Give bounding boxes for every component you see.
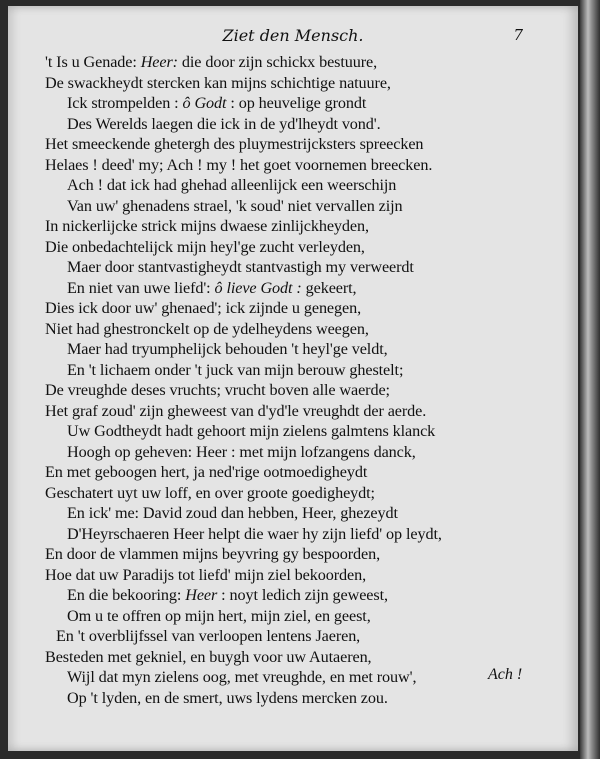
poem-line <box>45 380 565 401</box>
poem-segment: Besteden met gekniel, en buygh voor uw Autaeren, <box>45 647 372 666</box>
poem-segment: Niet had ghestronckelt op de ydelheydens weegen, <box>45 319 369 338</box>
poem-segment: En niet van uwe liefd': <box>67 278 215 297</box>
poem-line <box>45 175 565 196</box>
poem-segment: Helaes ! deed' my; Ach ! my ! het goet voornemen breecken. <box>45 155 433 174</box>
poem-segment: Om u te offren op mijn hert, mijn ziel, en geest, <box>67 606 371 625</box>
poem-line <box>45 52 565 73</box>
poem-segment: En die bekooring: <box>67 586 186 604</box>
poem-segment: Maer door stantvastigheydt stantvastigh my verweerdt <box>67 258 414 276</box>
poem-line <box>45 114 565 135</box>
poem-segment: Ach ! dat ick had ghehad alleenlijck een weerschijn <box>67 176 397 194</box>
poem-segment: En door de vlammen mijns beyvring gy bespoorden, <box>45 545 381 563</box>
poem-line <box>45 196 565 217</box>
poem-segment: : op heuvelige grondt <box>226 94 367 112</box>
poem-segment: En 't overblijfssel van verloopen lentens Jaeren, <box>56 627 361 645</box>
poem-line <box>45 442 565 463</box>
poem-line <box>45 565 565 586</box>
poem-line <box>45 483 565 504</box>
poem-line <box>45 73 565 94</box>
poem-line <box>45 155 565 176</box>
poem-segment: En met geboogen hert, ja ned'rige ootmoedigheydt <box>45 463 368 481</box>
poem-segment: Van uw' ghenadens strael, 'k soud' niet vervallen zijn <box>67 196 403 215</box>
poem-line <box>45 134 565 155</box>
page-number: 7 <box>513 26 523 44</box>
poem-segment: Maer had tryumphelijck behouden 't heyl'ge veldt, <box>67 340 388 358</box>
poem-segment: De vreughde deses vruchts; vrucht boven alle waerde; <box>45 381 390 399</box>
poem-segment: In nickerlijcke strick mijns dwaese zinlijckheyden, <box>45 217 369 235</box>
poem-line <box>45 216 565 237</box>
catchword: Ach ! <box>488 666 523 683</box>
poem-segment: Het smeeckende ghetergh des pluymestrijcksters spreecken <box>45 135 424 153</box>
poem-line <box>45 585 565 606</box>
book-page <box>8 6 578 751</box>
poem-segment: die door zijn schickx bestuure, <box>177 53 378 71</box>
poem-segment: Ick strompelden : <box>67 94 183 112</box>
poem-segment: 't Is u Genade: <box>45 53 141 71</box>
poem-line <box>45 524 565 545</box>
poem-line <box>45 688 565 709</box>
running-title: Ziet den Mensch. <box>222 26 364 45</box>
book-spine-edge <box>580 0 600 759</box>
poem-line <box>45 339 565 360</box>
poem-segment-italic: Heer <box>185 586 218 604</box>
poem-line <box>45 626 565 647</box>
poem-line <box>45 237 565 258</box>
poem-line <box>45 278 565 299</box>
poem-text <box>45 52 565 708</box>
poem-line <box>45 462 565 483</box>
poem-line <box>45 93 565 114</box>
poem-segment: Die onbedachtelijck mijn heyl'ge zucht verleyden, <box>45 237 365 256</box>
poem-line <box>45 544 565 565</box>
poem-segment: Wijl dat myn zielens oog, met vreughde, en met rouw', <box>67 668 417 686</box>
poem-segment: Op 't lyden, en de smert, uws lydens mercken zou. <box>67 688 388 707</box>
poem-line <box>45 606 565 627</box>
poem-segment: Des Werelds laegen die ick in de yd'lheydt vond'. <box>67 114 381 133</box>
poem-line <box>45 257 565 278</box>
poem-line <box>45 401 565 422</box>
poem-segment: Hoogh op geheven: Heer : met mijn lofzangens danck, <box>67 442 416 461</box>
poem-segment: Geschatert uyt uw loff, en over groote goedigheydt; <box>45 483 375 502</box>
poem-line <box>45 298 565 319</box>
poem-segment: Hoe dat uw Paradijs tot liefd' mijn ziel bekoorden, <box>45 565 367 584</box>
poem-segment: En ick' me: David zoud dan hebben, Heer, ghezeydt <box>67 504 398 522</box>
poem-line <box>45 360 565 381</box>
poem-segment: En 't lichaem onder 't juck van mijn berouw ghestelt; <box>67 360 404 379</box>
poem-line <box>45 421 565 442</box>
poem-segment: gekeert, <box>301 278 357 297</box>
poem-segment: Uw Godtheydt hadt gehoort mijn zielens galmtens klanck <box>67 422 436 440</box>
poem-segment: Dies ick door uw' ghenaed'; ick zijnde u genegen, <box>45 299 362 317</box>
poem-line <box>45 647 565 668</box>
poem-segment-italic: ô lieve Godt : <box>214 278 302 297</box>
poem-line <box>45 319 565 340</box>
poem-line <box>45 667 565 688</box>
poem-line <box>45 503 565 524</box>
poem-segment: : noyt ledich zijn geweest, <box>217 586 388 604</box>
poem-segment-italic: ô Godt <box>182 94 227 112</box>
poem-segment: D'Heyrschaeren Heer helpt die waer hy zijn liefd' op leydt, <box>67 524 442 543</box>
poem-segment: Het graf zoud' zijn gheweest van d'yd'le vreughdt der aerde. <box>45 401 427 420</box>
poem-segment: De swackheydt stercken kan mijns schichtige natuure, <box>45 73 391 92</box>
poem-segment-italic: Heer: <box>140 53 178 71</box>
